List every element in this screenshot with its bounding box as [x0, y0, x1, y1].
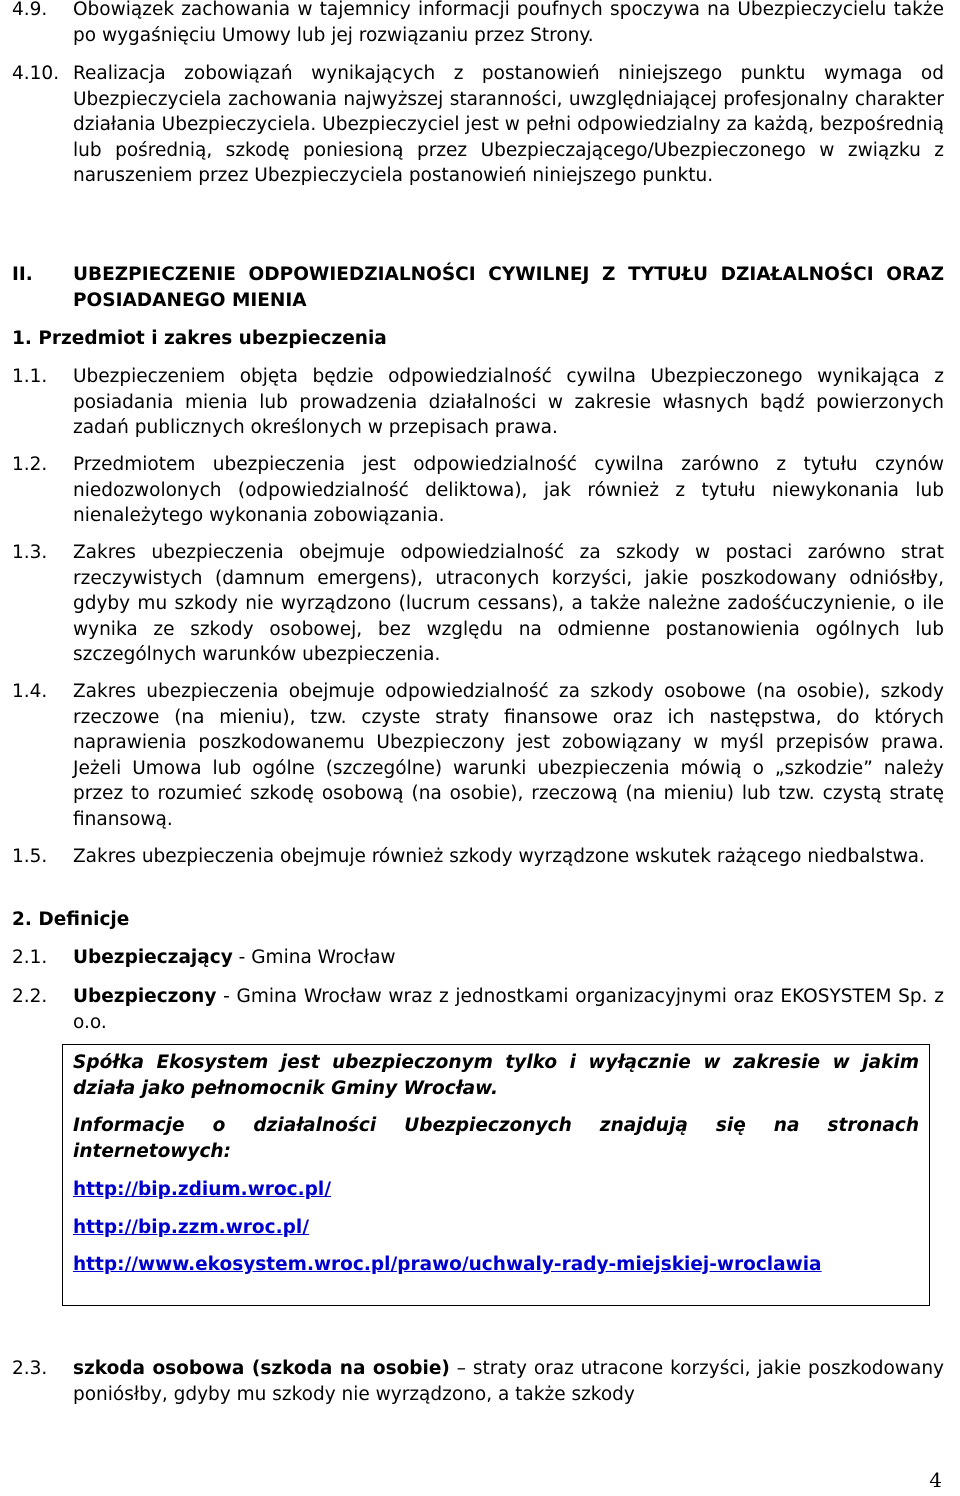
section-heading	[12, 262, 944, 313]
clause-number: 1.4.	[12, 681, 48, 702]
definition-2-3	[12, 1356, 944, 1407]
clause-number: 4.10.	[12, 63, 60, 84]
definition-body: - Gmina Wrocław	[232, 947, 396, 968]
clause-4-9	[12, 0, 944, 48]
definition-2-2	[12, 984, 944, 1035]
clause-text: Obowiązek zachowania w tajemnicy informacji poufnych spoczywa na Ubezpieczycielu także po wygaśnięciu Umowy lub jej rozwiązaniu przez Strony.	[73, 0, 944, 46]
definition-number: 2.3.	[12, 1358, 48, 1379]
page-number: 4	[929, 1468, 942, 1492]
subheading-scope: 1. Przedmiot i zakres ubezpieczenia	[12, 328, 387, 349]
clause-text: Realizacja zobowiązań wynikających z postanowień niniejszego punktu wymaga od Ubezpieczyciela zachowania najwyższej staranności, uwzględniającej profesjonalny charakter działania Ubezpieczyciela. Ubezpieczyciel jest w pełni odpowiedzialny za każdą, bezpośrednią lub pośrednią, szkodę poniesioną przez Ubezpieczającego/Ubezpieczonego w związku z naruszeniem przez Ubezpieczyciela postanowień niniejszego punktu.	[73, 63, 944, 186]
clause-1-2	[12, 452, 944, 529]
clause-number: 1.3.	[12, 542, 48, 563]
link-bip-zzm[interactable]: http://bip.zzm.wroc.pl/	[73, 1216, 309, 1238]
note-paragraph: Informacje o działalności Ubezpieczonych znajdują się na stronach internetowych:	[73, 1115, 919, 1162]
definition-2-1	[12, 945, 944, 971]
clause-text: Zakres ubezpieczenia obejmuje również szkody wyrządzone wskutek rażącego niedbalstwa.	[73, 846, 925, 867]
definition-body: - Gmina Wrocław wraz z jednostkami organizacyjnymi oraz EKOSYSTEM Sp. z o.o.	[73, 986, 944, 1033]
clause-4-10	[12, 61, 944, 189]
definition-number: 2.1.	[12, 947, 48, 968]
clause-text: Ubezpieczeniem objęta będzie odpowiedzialność cywilna Ubezpieczonego wynikająca z posiadania mienia lub prowadzenia działalności w zakresie własnych bądź powierzonych zadań publicznych określonych w przepisach prawa.	[73, 366, 944, 438]
clause-1-4	[12, 679, 944, 832]
clause-number: 4.9.	[12, 0, 48, 20]
note-box	[62, 1044, 930, 1306]
clause-text: Zakres ubezpieczenia obejmuje odpowiedzialność za szkody w postaci zarówno strat rzeczywistych (damnum emergens), utraconych korzyści, jakie poszkodowany odniósłby, gdyby mu szkody nie wyrządzono (lucrum cessans), a także należne zadośćuczynienie, o ile wynika ze szkody osobowej, bez względu na odmienne postanowienia ogólnych lub szczególnych warunków ubezpieczenia.	[73, 542, 944, 665]
clause-number: 1.2.	[12, 454, 48, 475]
definition-text	[73, 945, 944, 971]
clause-number: 1.1.	[12, 366, 48, 387]
definition-term: Ubezpieczający	[73, 947, 233, 968]
definition-body: – straty oraz utracone korzyści, jakie poszkodowany poniósłby, gdyby mu szkody nie wyrządzono, a także szkody	[73, 1358, 944, 1405]
clause-text: Przedmiotem ubezpieczenia jest odpowiedzialność cywilna zarówno z tytułu czynów niedozwolonych (odpowiedzialność deliktowa), jak również z tytułu niewykonania lub nienależytego wykonania zobowiązania.	[73, 454, 944, 526]
clause-1-5	[12, 844, 944, 870]
definition-term: Ubezpieczony	[73, 986, 217, 1007]
clause-1-1	[12, 364, 944, 441]
note-paragraph: Spółka Ekosystem jest ubezpieczonym tylko i wyłącznie w zakresie w jakim działa jako pełnomocnik Gminy Wrocław.	[73, 1052, 919, 1099]
section-title: UBEZPIECZENIE ODPOWIEDZIALNOŚCI CYWILNEJ Z TYTUŁU DZIAŁALNOŚCI ORAZ POSIADANEGO MIENIA	[73, 264, 944, 311]
clause-1-3	[12, 540, 944, 668]
clause-number: 1.5.	[12, 846, 48, 867]
clause-text: Zakres ubezpieczenia obejmuje odpowiedzialność za szkody osobowe (na osobie), szkody rzeczowe (na mieniu), tzw. czyste straty finansowe oraz ich następstwa, do których naprawienia poszkodowanemu Ubezpieczony jest zobowiązany w myśl przepisów prawa. Jeżeli Umowa lub ogólne (szczególne) warunki ubezpieczenia mówią o „szkodzie” należy przez to rozumieć szkodę osobową (na osobie), rzeczową (na mieniu) lub tzw. czystą stratę finansową.	[73, 681, 944, 830]
definition-number: 2.2.	[12, 986, 48, 1007]
definition-term: szkoda osobowa (szkoda na osobie)	[73, 1358, 450, 1379]
definition-text	[73, 984, 944, 1035]
section-number: II.	[12, 264, 33, 285]
definition-text	[73, 1356, 944, 1407]
link-ekosystem[interactable]: http://www.ekosystem.wroc.pl/prawo/uchwaly-rady-miejskiej-wroclawia	[73, 1254, 822, 1275]
link-bip-zdium[interactable]: http://bip.zdium.wroc.pl/	[73, 1179, 331, 1200]
subheading-definitions: 2. Definicje	[12, 909, 130, 930]
